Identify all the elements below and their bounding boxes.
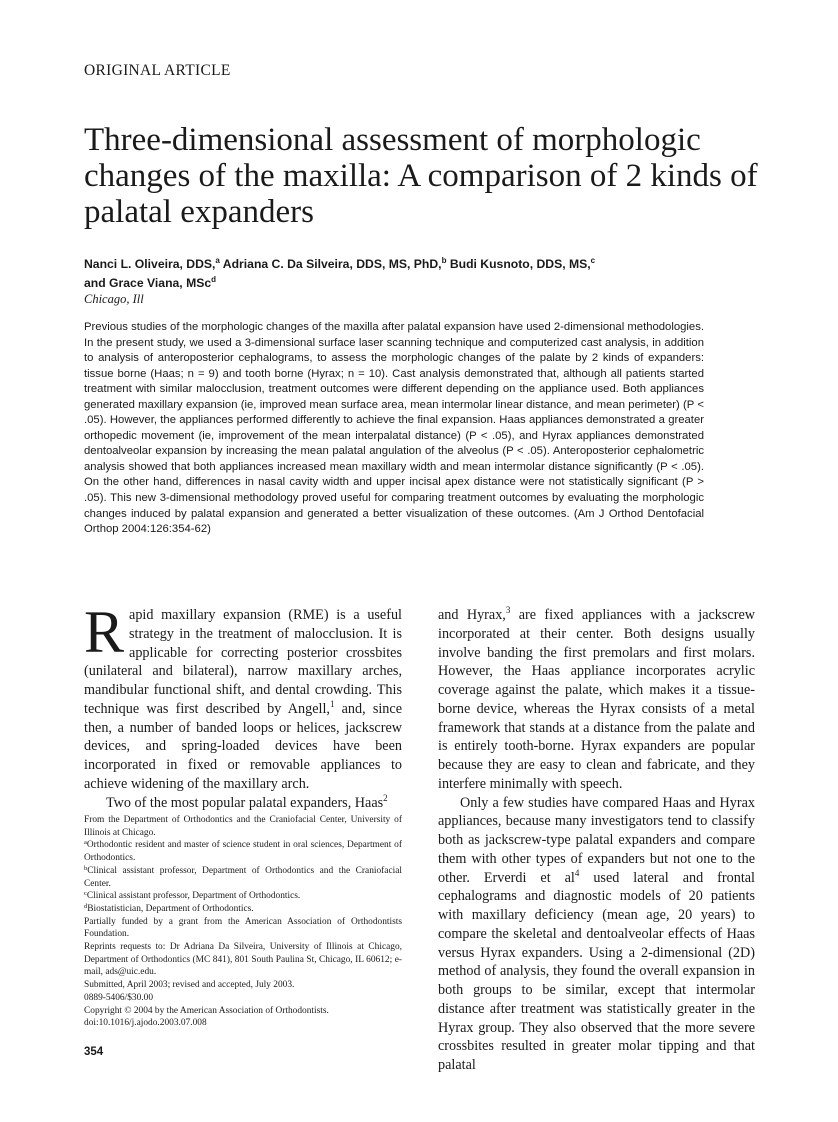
footnote-mark: c: [84, 890, 87, 898]
body-text-segment: Only a few studies have compared Haas and Hyrax appliances, because many investigators tend to classify both as jackscrew-type palatal expanders and compare them with other types of expanders but not one to the other. Erverdi et al: [438, 794, 755, 886]
abstract: Previous studies of the morphologic changes of the maxilla after palatal expansion have used 2-dimensional methodologies. In the present study, we used a 3-dimensional surface laser scanning technique and computerized cast analysis, in addition to analysis of anteroposterior cephalograms, to assess the morphologic changes of the palate by 2 kinds of expanders: tissue borne (Haas; n = 9) and tooth borne (Hyrax; n = 10). Cast analysis demonstrated that, although all patients started treatment with similar malocclusion, treatment outcomes were different depending on the appliance used. Both appliances generated maxillary expansion (ie, improved mean surface area, mean intermolar linear distance, and mean perimeter) (P < .05). However, the appliances performed differently to achieve the final expansion. Haas appliances demonstrated a greater orthopedic movement (ie, improvement of the mean interpalatal distance) (P < .05), and Hyrax appliances demonstrated dentoalveolar expansion by increasing the mean palatal angulation of the alveolus (P < .05). Anteroposterior cephalometric analysis showed that both appliances increased mean maxillary width and mean intermolar distance significantly (P < .05). On the other hand, differences in nasal cavity width and upper incisal apex distance were not statistically significant (P > .05). This new 3-dimensional methodology proved useful for comparing treatment outcomes by evaluating the morphologic changes induced by palatal expansion and generated a better visualization of these outcomes. (Am J Orthod Dentofacial Orthop 2004:126:354-62): [84, 321, 704, 536]
footnote-reprints: Reprints requests to: Dr Adriana Da Silveira, University of Illinois at Chicago, Department of Orthodontics (MC 841), 801 South Paulina St, Chicago, IL 60612; e-mail, ads@uic.edu.: [84, 942, 402, 978]
footnote-mark: a: [84, 839, 87, 847]
article-title: Three-dimensional assessment of morphologic changes of the maxilla: A comparison of 2 kinds of palatal expanders: [84, 122, 758, 230]
body-text-segment: Two of the most popular palatal expanders, Haas: [106, 794, 384, 811]
body-paragraph: [438, 794, 755, 1075]
footnote-submitted: Submitted, April 2003; revised and accepted, July 2003.: [84, 980, 295, 991]
footnote-text: Biostatistician, Department of Orthodontics.: [87, 903, 254, 914]
author-location: Chicago, Ill: [84, 292, 144, 306]
section-label: ORIGINAL ARTICLE: [84, 62, 231, 79]
footnote-funding: Partially funded by a grant from the American Association of Orthodontists Foundation.: [84, 916, 402, 940]
footnote-department: From the Department of Orthodontics and the Craniofacial Center, University of Illinois at Chicago.: [84, 815, 402, 838]
body-text-segment: and, since then, a number of banded loops or helices, jackscrew devices, and spring-loaded devices have been incorporated in fixed or removable appliances to achieve widening of the maxillary arch.: [84, 700, 402, 792]
author-kusnoto: Budi Kusnoto, DDS, MS,: [446, 257, 591, 271]
reference-mark: 4: [574, 867, 580, 878]
footnote-copyright: Copyright © 2004 by the American Association of Orthodontists.: [84, 1005, 329, 1016]
reference-mark: 2: [383, 792, 388, 803]
body-paragraph: [84, 794, 402, 813]
footnote-c: [84, 890, 402, 903]
affiliation-mark: d: [211, 275, 217, 284]
footnote-doi: doi:10.1016/j.ajodo.2003.07.008: [84, 1018, 207, 1029]
footnote-text: Clinical assistant professor, Department of Orthodontics and the Craniofacial Center.: [84, 865, 402, 889]
footnote-issn: 0889-5406/$30.00: [84, 992, 154, 1003]
author-viana: and Grace Viana, MSc: [84, 276, 212, 290]
author-list: [84, 255, 764, 293]
footnote-mark: b: [84, 864, 88, 872]
body-column-right: [438, 606, 755, 1075]
body-column-left: [84, 599, 402, 812]
drop-cap: R: [84, 599, 125, 665]
reference-mark: 1: [329, 698, 335, 709]
author-da-silveira: Adriana C. Da Silveira, DDS, MS, PhD,: [219, 257, 442, 271]
footnote-text: Orthodontic resident and master of science student in oral sciences, Department of Orthodontics.: [84, 840, 402, 864]
footnote-text: Clinical assistant professor, Department of Orthodontics.: [86, 891, 301, 902]
affiliation-mark: a: [215, 256, 220, 265]
author-oliveira: Nanci L. Oliveira, DDS,: [84, 257, 216, 271]
footnotes: [84, 814, 402, 1030]
footnote-b: [84, 865, 402, 890]
body-text-segment: apid maxillary expansion (RME) is a useful strategy in the treatment of malocclusion. It is applicable for correcting posterior crossbites (unilateral and bilateral), narrow maxillary arches, mandibular functional shift, and dental crowding. This technique was first described by Angell,: [84, 607, 402, 717]
body-text-segment: used lateral and frontal cephalograms and diagnostic models of 20 patients with maxillary deficiency (mean age, 20 years) to compare the skeletal and dentoalveolar effects of Haas versus Hyrax expanders. Using a 2-dimensional (2D) method of analysis, they found the overall expansion in both groups to be similar, except that intermolar distance after treatment was statistically greater in the Hyrax group. They also observed that the more severe crossbites resulted in greater molar tipping and that palatal: [438, 869, 756, 1073]
body-paragraph: [438, 606, 755, 794]
footnote-d: [84, 903, 402, 916]
body-text-segment: and Hyrax,: [438, 607, 506, 623]
body-paragraph: [84, 599, 402, 794]
body-text-segment: are fixed appliances with a jackscrew incorporated at their center. Both designs usually involve banding the first premolars and first molars. However, the Haas appliance incorporates acrylic coverage against the palate, which makes it a tissue-borne device, whereas the Hyrax consists of a metal framework that stands at a distance from the palate and is entirely tooth-borne. Hyrax expanders are popular because they are easy to clean and fabricate, and they interfere minimally with speech.: [438, 607, 755, 792]
reference-mark: 3: [505, 605, 511, 615]
affiliation-mark: b: [441, 256, 447, 265]
footnote-mark: d: [84, 902, 88, 910]
footnote-a: [84, 839, 402, 864]
page-number: 354: [84, 1046, 104, 1058]
affiliation-mark: c: [590, 256, 596, 265]
